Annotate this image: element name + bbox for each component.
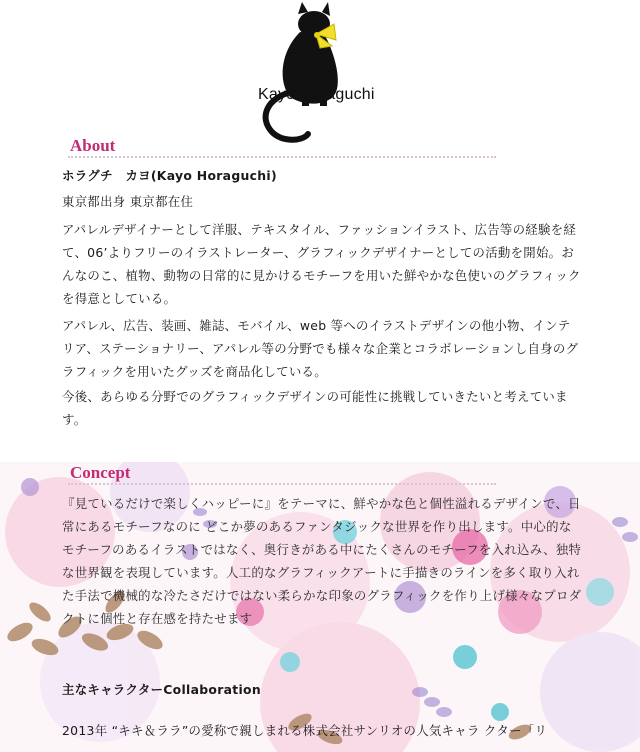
concept-paragraph: 『見ているだけで楽しくハッピーに』をテーマに、鮮やかな色と個性溢れるデザインで、日常にあるモチーフなのに どこか夢のあるファンタジックな世界を作り出します。中心的なモチーフのあるイラストではなく、奥行きがある中にたくさんのモチーフを入れ込み、独特な世界観を表現しています。人工的なグラフィックアートに手描きのラインを多く取り入れた手法で機械的な冷たさだけではない柔らかな印象のグラフィックを作り上げ様々なプロダクトに個性と存在感を持たせます [62, 496, 582, 626]
about-heading: About [70, 136, 116, 155]
about-divider [68, 156, 496, 158]
about-origin: 東京都出身 東京都在住 [62, 194, 194, 209]
concept-heading: Concept [70, 463, 131, 482]
logo[interactable] [250, 2, 400, 144]
about-paragraph-2: アパレル、広告、装画、雑誌、モバイル、web 等へのイラストデザインの他小物、インテリア、ステーショナリー、アパレル等の分野でも様々な企業とコラボレーションし自身のグラフィックを用いたグッズを商品化している。 [62, 318, 579, 379]
black-cat-icon [250, 2, 400, 144]
collaboration-heading: 主なキャラクターCollaboration [62, 682, 261, 697]
collaboration-line: 2013年 “キキ＆ララ”の愛称で親しまれる株式会社サンリオの人気キャラ クター「リ [62, 723, 548, 738]
about-name-line: ホラグチ カヨ(Kayo Horaguchi) [62, 168, 277, 183]
about-paragraph-3: 今後、あらゆる分野でのグラフィックデザインの可能性に挑戦していきたいと考えています。 [62, 389, 568, 427]
concept-divider [68, 483, 496, 485]
about-paragraph-1: アパレルデザイナーとして洋服、テキスタイル、ファッションイラスト、広告等の経験を経て、06’よりフリーのイラストレーター、グラフィックデザイナーとしての活動を開始。おんなのこ、植物、動物の日常的に見かけるモチーフを用いた鮮やかな色使いのグラフィックを得意としている。 [62, 222, 581, 306]
logo-name: Kayo Horaguchi [258, 86, 375, 103]
